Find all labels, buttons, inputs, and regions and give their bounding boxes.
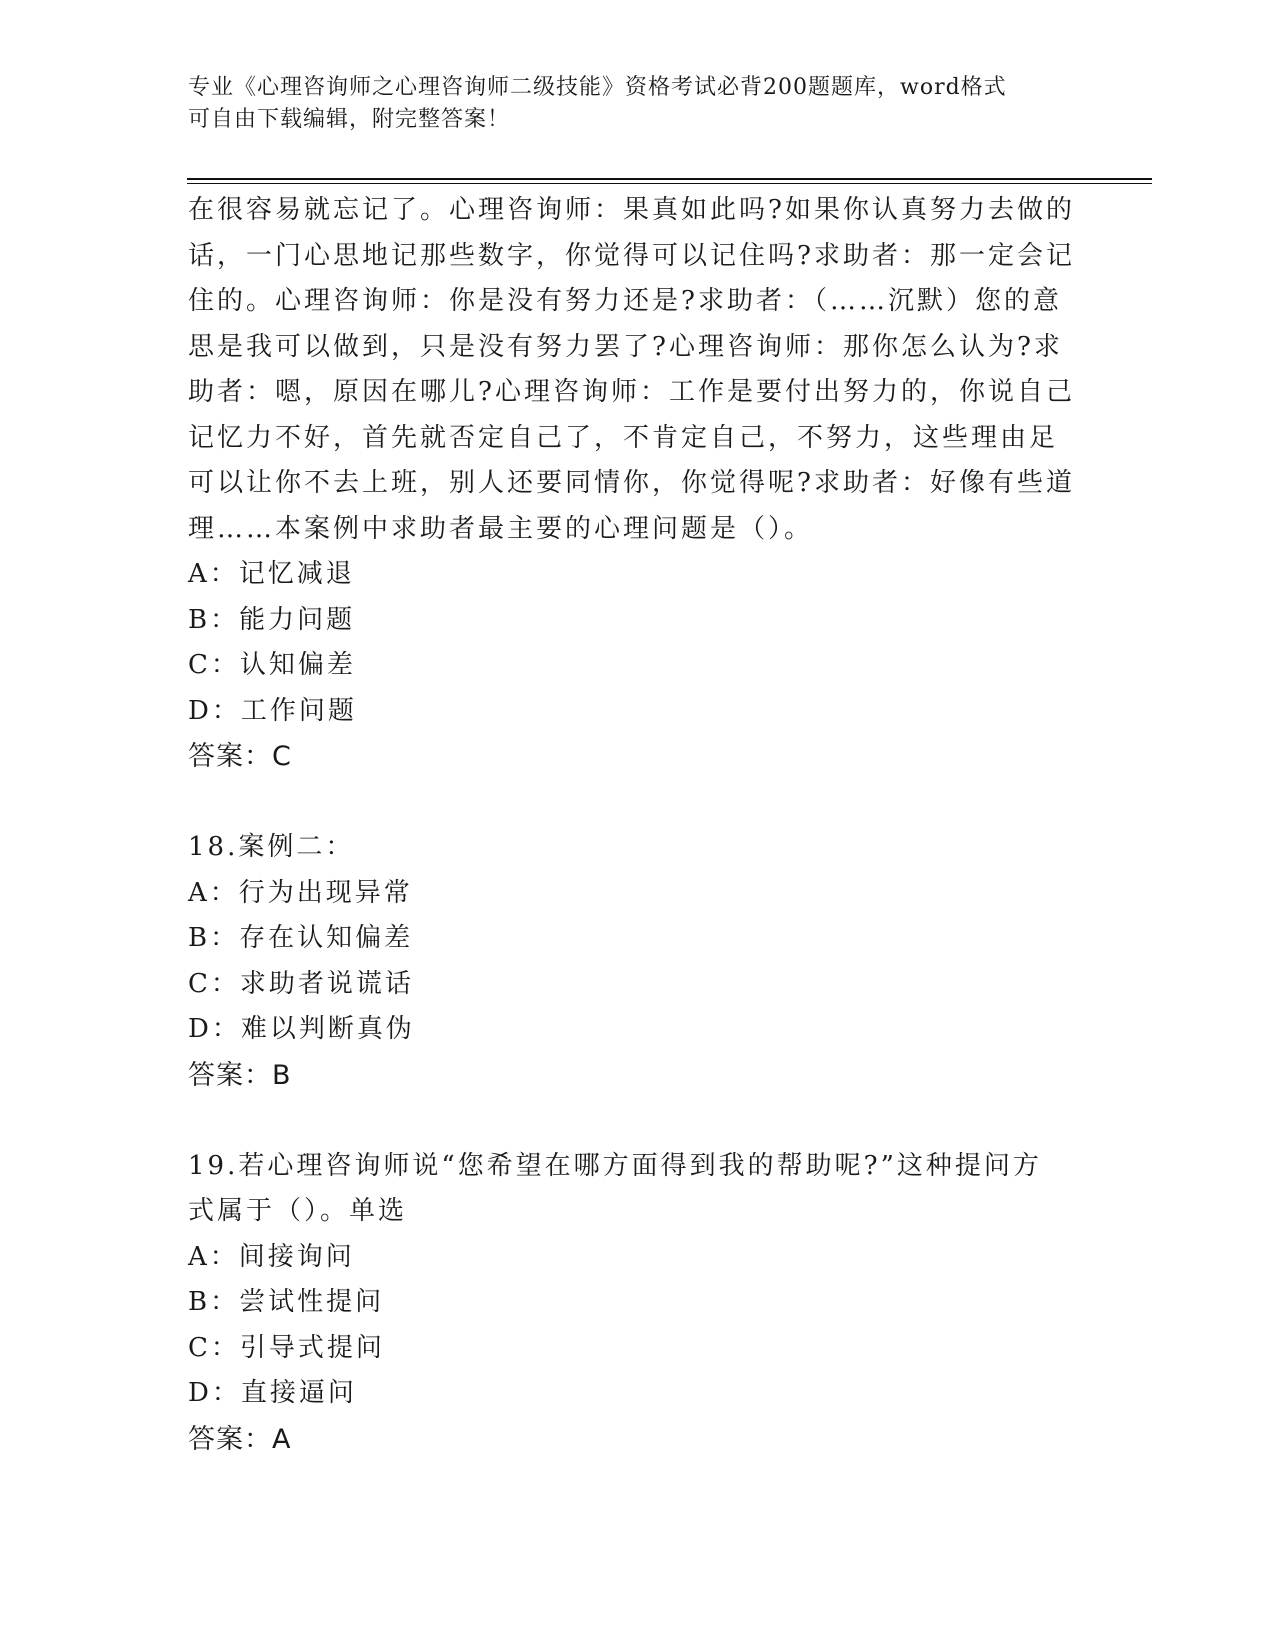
- question-17: [188, 188, 1088, 780]
- header-divider-thin: [187, 183, 1152, 184]
- option-b: B：能力问题: [188, 604, 356, 635]
- option-b: B：存在认知偏差: [188, 923, 414, 953]
- answer: 答案：C: [188, 741, 292, 772]
- question-text-line: 助者：嗯，原因在哪儿?心理咨询师：工作是要付出努力的，你说自己: [188, 377, 1075, 407]
- spacer: [188, 1098, 1088, 1144]
- option-a: A：间接询问: [188, 1241, 355, 1272]
- question-text-line: 话，一门心思地记那些数字，你觉得可以记住吗?求助者：那一定会记: [188, 240, 1075, 271]
- question-19: [188, 1144, 1088, 1463]
- question-18: [188, 825, 1088, 1098]
- header-title-line-1: 专业《心理咨询师之心理咨询师二级技能》资格考试必背200题题库，word格式: [188, 75, 1007, 100]
- option-a: A：记忆减退: [188, 559, 355, 589]
- answer: 答案：B: [188, 1059, 292, 1091]
- option-b: B：尝试性提问: [188, 1287, 385, 1317]
- question-text-line: 记忆力不好，首先就否定自己了，不肯定自己，不努力，这些理由足: [188, 422, 1059, 453]
- spacer: [188, 780, 1088, 826]
- question-text-line: 理……本案例中求助者最主要的心理问题是（）。: [188, 513, 814, 544]
- header-divider-thick: [187, 178, 1152, 180]
- document-header: [188, 72, 1068, 136]
- question-text-line: 可以让你不去上班，别人还要同情你，你觉得呢?求助者：好像有些道: [188, 468, 1075, 498]
- question-text-line: 19.若心理咨询师说“您希望在哪方面得到我的帮助呢?”这种提问方: [188, 1150, 1042, 1181]
- question-text-line: 住的。心理咨询师：你是没有努力还是?求助者：（……沉默）您的意: [188, 286, 1062, 316]
- option-c: C：求助者说谎话: [188, 968, 414, 999]
- option-c: C：引导式提问: [188, 1332, 385, 1363]
- question-text-line: 思是我可以做到，只是没有努力罢了?心理咨询师：那你怎么认为?求: [188, 331, 1063, 362]
- option-a: A：行为出现异常: [188, 877, 413, 908]
- answer: 答案：A: [188, 1423, 292, 1455]
- question-text-line: 18.案例二：: [188, 832, 355, 862]
- question-text-line: 在很容易就忘记了。心理咨询师：果真如此吗?如果你认真努力去做的: [188, 195, 1075, 225]
- header-title-line-2: 可自由下载编辑，附完整答案！: [188, 107, 511, 132]
- option-d: D：工作问题: [188, 695, 357, 726]
- option-d: D：直接逼问: [188, 1378, 357, 1408]
- option-d: D：难以判断真伪: [188, 1014, 415, 1044]
- question-text-line: 式属于（）。单选: [188, 1196, 408, 1226]
- option-c: C：认知偏差: [188, 650, 356, 680]
- document-body: [188, 188, 1088, 1462]
